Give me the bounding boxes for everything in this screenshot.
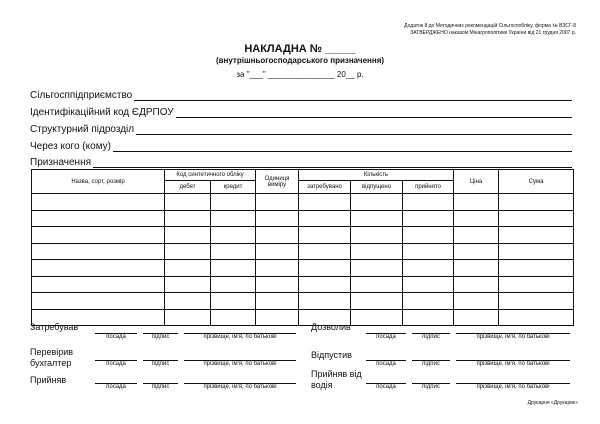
field-edrpou-label: Ідентифікаційний код ЄДРПОУ (30, 107, 174, 118)
field-through-whom[interactable] (30, 140, 572, 152)
caption-position: посада (376, 361, 396, 367)
table-cell[interactable] (351, 260, 403, 277)
table-cell[interactable] (454, 293, 499, 310)
table-cell[interactable] (454, 227, 499, 244)
caption-name: прізвище, ім'я, по батькові (476, 384, 550, 390)
table-cell[interactable] (299, 210, 351, 227)
field-edrpou[interactable] (30, 106, 572, 118)
sig-label-released: Відпустив (311, 350, 352, 360)
table-cell[interactable] (351, 309, 403, 326)
table-row (32, 293, 574, 310)
col-header-requested: затребувано (299, 181, 351, 194)
caption-name: прізвище, ім'я, по батькові (203, 361, 277, 367)
caption-name: прізвище, ім'я, по батькові (203, 384, 277, 390)
table-cell[interactable] (211, 194, 256, 211)
field-purpose[interactable] (30, 156, 572, 168)
table-cell[interactable] (454, 276, 499, 293)
table-cell[interactable] (299, 293, 351, 310)
table-cell[interactable] (165, 309, 211, 326)
table-cell[interactable] (32, 293, 165, 310)
col-header-credit: кредит (211, 181, 256, 194)
table-cell[interactable] (351, 293, 403, 310)
caption-name: прізвище, ім'я, по батькові (476, 361, 550, 367)
col-header-debit: дебет (165, 181, 211, 194)
table-cell[interactable] (403, 243, 454, 260)
table-row (32, 227, 574, 244)
table-cell[interactable] (454, 243, 499, 260)
table-cell[interactable] (256, 293, 299, 310)
document-date-line: за "___" _______________ 20__ р. (236, 70, 364, 79)
caption-sign: підпис (422, 334, 440, 340)
table-cell[interactable] (499, 227, 574, 244)
table-body (32, 194, 574, 326)
approval-note (330, 23, 576, 37)
table-row (32, 194, 574, 211)
col-header-sum: Сума (499, 170, 574, 194)
table-cell[interactable] (351, 243, 403, 260)
table-cell[interactable] (165, 276, 211, 293)
table-cell[interactable] (165, 210, 211, 227)
table-row (32, 210, 574, 227)
table-cell[interactable] (299, 276, 351, 293)
table-cell[interactable] (299, 194, 351, 211)
col-header-price: Ціна (454, 170, 499, 194)
table-cell[interactable] (256, 309, 299, 326)
table-cell[interactable] (256, 260, 299, 277)
sig-label-allowed: Дозволив (311, 322, 351, 332)
table-cell[interactable] (454, 194, 499, 211)
col-header-name: Назва, сорт, розмір (32, 170, 165, 194)
table-cell[interactable] (351, 227, 403, 244)
table-cell[interactable] (454, 210, 499, 227)
col-header-received: прийнято (403, 181, 454, 194)
table-cell[interactable] (299, 243, 351, 260)
caption-position: посада (106, 384, 126, 390)
table-row (32, 260, 574, 277)
caption-position: посада (106, 361, 126, 367)
table-row (32, 276, 574, 293)
caption-position: посада (376, 384, 396, 390)
caption-sign: підпис (422, 361, 440, 367)
table-cell[interactable] (165, 227, 211, 244)
caption-sign: підпис (422, 384, 440, 390)
field-department-line[interactable] (136, 125, 572, 135)
table-cell[interactable] (403, 210, 454, 227)
field-purpose-label: Призначення (30, 157, 92, 168)
goods-table (31, 169, 574, 326)
table-cell[interactable] (499, 210, 574, 227)
table-cell[interactable] (351, 194, 403, 211)
field-enterprise[interactable] (30, 89, 572, 101)
field-purpose-line[interactable] (93, 158, 572, 168)
table-cell[interactable] (499, 276, 574, 293)
approval-note-line1: Додаток 8 до Методичних рекомендацій Сільгоспобліку, форма № ВЗСГ-8 (404, 23, 576, 29)
table-cell[interactable] (403, 260, 454, 277)
field-department[interactable] (30, 123, 572, 135)
field-department-label: Структурний підрозділ (30, 124, 135, 135)
caption-name: прізвище, ім'я, по батькові (203, 334, 277, 340)
field-enterprise-line[interactable] (134, 91, 572, 101)
caption-sign: підпис (151, 384, 170, 390)
table-cell[interactable] (256, 276, 299, 293)
field-enterprise-label: Сільгосппідприємство (30, 90, 133, 101)
table-cell[interactable] (299, 260, 351, 277)
sig-label-accepted: Прийняв (30, 375, 67, 385)
field-through-whom-line[interactable] (113, 142, 572, 152)
sig-label-accepted-driver: Прийняв від водія (311, 369, 362, 390)
col-header-unit: Одиниця виміру (256, 170, 299, 194)
table-cell[interactable] (32, 243, 165, 260)
table-cell[interactable] (211, 227, 256, 244)
table-cell[interactable] (256, 243, 299, 260)
table-cell[interactable] (403, 194, 454, 211)
field-through-whom-label: Через кого (кому) (30, 141, 112, 152)
table-cell[interactable] (351, 276, 403, 293)
table-cell[interactable] (351, 210, 403, 227)
col-header-account-group: Код синтетичного обліку (165, 170, 256, 181)
table-row (32, 309, 574, 326)
table-cell[interactable] (165, 194, 211, 211)
table-cell[interactable] (32, 227, 165, 244)
table-cell[interactable] (499, 243, 574, 260)
table-cell[interactable] (403, 227, 454, 244)
table-cell[interactable] (211, 210, 256, 227)
table-cell[interactable] (403, 276, 454, 293)
table-cell[interactable] (211, 260, 256, 277)
table-cell[interactable] (32, 260, 165, 277)
table-cell[interactable] (256, 194, 299, 211)
table-cell[interactable] (403, 309, 454, 326)
approval-note-line2: ЗАТВЕРДЖЕНО наказом Мінагрополітики України від 21 грудня 2007 р. (410, 30, 576, 36)
table-cell[interactable] (211, 276, 256, 293)
table-cell[interactable] (32, 210, 165, 227)
table-row (32, 243, 574, 260)
caption-sign: підпис (151, 361, 170, 367)
table-cell[interactable] (499, 293, 574, 310)
col-header-released: відпущено (351, 181, 403, 194)
table-cell[interactable] (499, 260, 574, 277)
table-cell[interactable] (454, 260, 499, 277)
table-cell[interactable] (403, 293, 454, 310)
caption-position: посада (106, 334, 126, 340)
table-cell[interactable] (256, 210, 299, 227)
caption-position: посада (376, 334, 396, 340)
table-cell[interactable] (211, 293, 256, 310)
table-cell[interactable] (32, 276, 165, 293)
col-header-qty-group: Кількість (299, 170, 454, 181)
table-cell[interactable] (165, 260, 211, 277)
table-cell[interactable] (499, 194, 574, 211)
printer-credit: Друкарня «Друкарик» (527, 400, 578, 406)
table-cell[interactable] (32, 194, 165, 211)
table-cell[interactable] (299, 227, 351, 244)
table-cell[interactable] (499, 309, 574, 326)
sig-label-checked: Перевірив бухгалтер (30, 347, 74, 368)
table-cell[interactable] (256, 227, 299, 244)
field-edrpou-line[interactable] (176, 108, 572, 118)
sig-label-requested: Затребував (30, 322, 79, 332)
table-cell[interactable] (211, 309, 256, 326)
document-subtitle: (внутрішньогосподарського призначення) (215, 56, 385, 65)
table-cell[interactable] (211, 243, 256, 260)
table-cell[interactable] (165, 243, 211, 260)
table-cell[interactable] (165, 293, 211, 310)
caption-sign: підпис (151, 334, 170, 340)
caption-name: прізвище, ім'я, по батькові (476, 334, 550, 340)
table-cell[interactable] (454, 309, 499, 326)
document-title: НАКЛАДНА № _____ (244, 43, 356, 55)
